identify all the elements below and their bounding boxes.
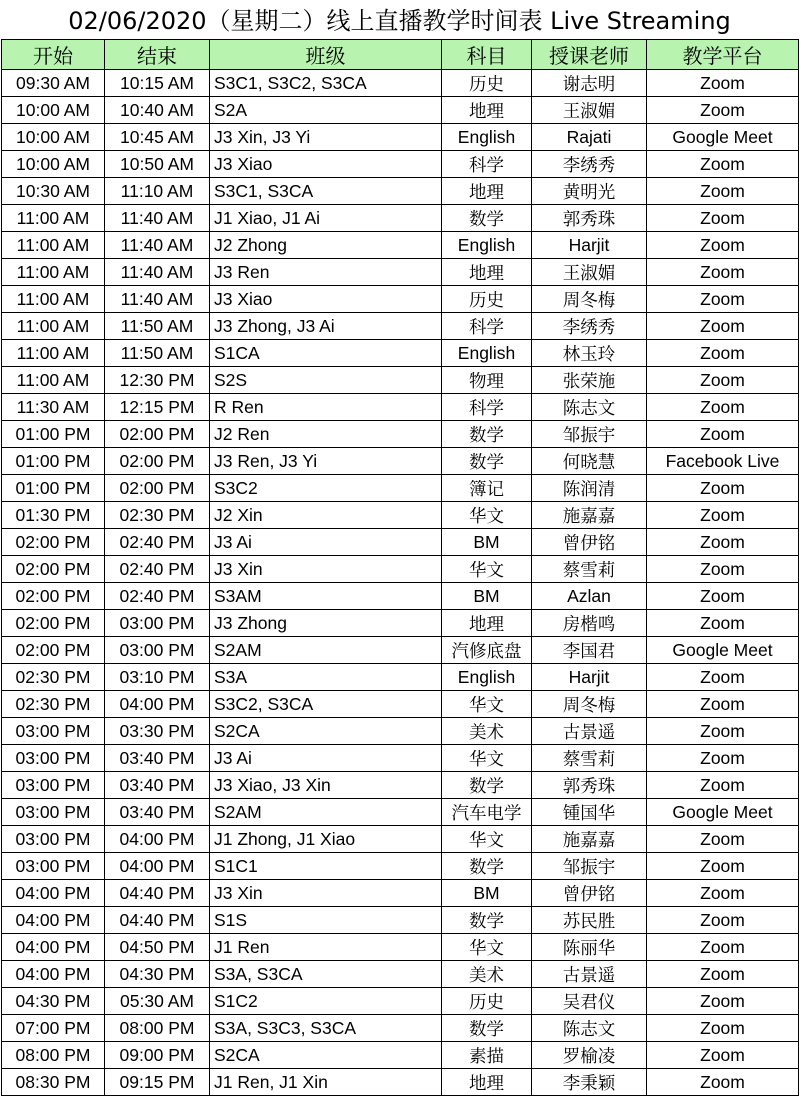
cell-subject: 华文: [442, 502, 532, 529]
cell-start-time: 04:30 PM: [2, 988, 105, 1015]
cell-end-time: 03:00 PM: [105, 637, 210, 664]
table-row: [2, 961, 799, 988]
cell-start-time: 02:00 PM: [2, 637, 105, 664]
header-class: 班级: [210, 40, 442, 70]
cell-end-time: 10:15 AM: [105, 70, 210, 97]
cell-teacher: 罗榆凌: [532, 1042, 647, 1069]
cell-start-time: 02:00 PM: [2, 610, 105, 637]
cell-teacher: 邹振宇: [532, 853, 647, 880]
cell-class: S2CA: [210, 1042, 442, 1069]
cell-teacher: 陈润清: [532, 475, 647, 502]
cell-class: S3C2: [210, 475, 442, 502]
cell-class: S2AM: [210, 799, 442, 826]
cell-platform: Zoom: [647, 583, 799, 610]
cell-subject: 历史: [442, 70, 532, 97]
cell-platform: Zoom: [647, 907, 799, 934]
cell-end-time: 05:30 AM: [105, 988, 210, 1015]
cell-class: J3 Xiao: [210, 151, 442, 178]
table-row: [2, 1069, 799, 1096]
cell-platform: Zoom: [647, 718, 799, 745]
cell-end-time: 12:15 PM: [105, 394, 210, 421]
header-platform: 教学平台: [647, 40, 799, 70]
cell-teacher: Harjit: [532, 664, 647, 691]
cell-end-time: 11:10 AM: [105, 178, 210, 205]
cell-end-time: 08:00 PM: [105, 1015, 210, 1042]
cell-teacher: 郭秀珠: [532, 772, 647, 799]
cell-platform: Zoom: [647, 70, 799, 97]
cell-class: J1 Ren, J1 Xin: [210, 1069, 442, 1096]
cell-subject: English: [442, 340, 532, 367]
cell-class: J2 Ren: [210, 421, 442, 448]
cell-subject: 历史: [442, 286, 532, 313]
cell-start-time: 11:00 AM: [2, 313, 105, 340]
cell-platform: Zoom: [647, 1042, 799, 1069]
cell-end-time: 03:10 PM: [105, 664, 210, 691]
cell-teacher: 蔡雪莉: [532, 556, 647, 583]
cell-start-time: 11:00 AM: [2, 232, 105, 259]
cell-teacher: 何晓慧: [532, 448, 647, 475]
cell-platform: Zoom: [647, 178, 799, 205]
cell-platform: Zoom: [647, 421, 799, 448]
cell-teacher: 吴君仪: [532, 988, 647, 1015]
cell-class: J3 Xin, J3 Yi: [210, 124, 442, 151]
cell-subject: 华文: [442, 934, 532, 961]
cell-start-time: 04:00 PM: [2, 907, 105, 934]
table-row: [2, 205, 799, 232]
cell-end-time: 10:45 AM: [105, 124, 210, 151]
table-row: [2, 718, 799, 745]
cell-class: S2A: [210, 97, 442, 124]
cell-class: S2S: [210, 367, 442, 394]
cell-start-time: 04:00 PM: [2, 961, 105, 988]
cell-subject: 地理: [442, 259, 532, 286]
cell-class: S3A: [210, 664, 442, 691]
cell-platform: Zoom: [647, 556, 799, 583]
cell-platform: Zoom: [647, 232, 799, 259]
cell-class: J3 Ren: [210, 259, 442, 286]
cell-subject: English: [442, 232, 532, 259]
cell-platform: Google Meet: [647, 124, 799, 151]
header-teacher: 授课老师: [532, 40, 647, 70]
cell-end-time: 11:40 AM: [105, 259, 210, 286]
cell-start-time: 08:00 PM: [2, 1042, 105, 1069]
cell-end-time: 03:30 PM: [105, 718, 210, 745]
cell-start-time: 04:00 PM: [2, 880, 105, 907]
table-row: [2, 259, 799, 286]
cell-platform: Zoom: [647, 934, 799, 961]
cell-end-time: 02:40 PM: [105, 529, 210, 556]
cell-platform: Zoom: [647, 529, 799, 556]
cell-end-time: 04:40 PM: [105, 907, 210, 934]
cell-teacher: 苏民胜: [532, 907, 647, 934]
cell-end-time: 02:00 PM: [105, 448, 210, 475]
cell-end-time: 11:40 AM: [105, 205, 210, 232]
table-row: [2, 799, 799, 826]
cell-end-time: 04:00 PM: [105, 826, 210, 853]
table-row: [2, 475, 799, 502]
table-row: [2, 1042, 799, 1069]
cell-teacher: 李国君: [532, 637, 647, 664]
page-title: 02/06/2020（星期二）线上直播教学时间表 Live Streaming: [68, 7, 731, 35]
cell-class: J3 Xin: [210, 556, 442, 583]
cell-subject: 汽修底盘: [442, 637, 532, 664]
cell-subject: 汽车电学: [442, 799, 532, 826]
table-row: [2, 610, 799, 637]
cell-subject: 数学: [442, 205, 532, 232]
table-row: [2, 232, 799, 259]
cell-teacher: 曾伊铭: [532, 880, 647, 907]
cell-teacher: 曾伊铭: [532, 529, 647, 556]
header-start: 开始: [2, 40, 105, 70]
cell-platform: Zoom: [647, 691, 799, 718]
cell-class: J3 Xiao: [210, 286, 442, 313]
cell-start-time: 11:00 AM: [2, 340, 105, 367]
cell-start-time: 02:30 PM: [2, 691, 105, 718]
header-end: 结束: [105, 40, 210, 70]
table-row: [2, 664, 799, 691]
table-header-row: [2, 40, 799, 70]
cell-platform: Zoom: [647, 772, 799, 799]
cell-subject: 地理: [442, 1069, 532, 1096]
cell-subject: 地理: [442, 610, 532, 637]
cell-end-time: 11:40 AM: [105, 286, 210, 313]
cell-platform: Zoom: [647, 610, 799, 637]
table-row: [2, 745, 799, 772]
cell-platform: Zoom: [647, 313, 799, 340]
cell-subject: 数学: [442, 1015, 532, 1042]
table-row: [2, 394, 799, 421]
cell-class: S3A, S3CA: [210, 961, 442, 988]
cell-start-time: 02:30 PM: [2, 664, 105, 691]
cell-end-time: 03:40 PM: [105, 745, 210, 772]
cell-start-time: 08:30 PM: [2, 1069, 105, 1096]
table-row: [2, 691, 799, 718]
table-row: [2, 151, 799, 178]
table-row: [2, 853, 799, 880]
cell-subject: 簿记: [442, 475, 532, 502]
cell-platform: Zoom: [647, 205, 799, 232]
cell-platform: Zoom: [647, 475, 799, 502]
cell-subject: 华文: [442, 691, 532, 718]
cell-start-time: 07:00 PM: [2, 1015, 105, 1042]
cell-class: S3C2, S3CA: [210, 691, 442, 718]
cell-teacher: 陈志文: [532, 394, 647, 421]
cell-start-time: 11:30 AM: [2, 394, 105, 421]
cell-class: J3 Zhong: [210, 610, 442, 637]
cell-platform: Zoom: [647, 259, 799, 286]
cell-end-time: 02:00 PM: [105, 475, 210, 502]
cell-teacher: 林玉玲: [532, 340, 647, 367]
cell-end-time: 02:40 PM: [105, 556, 210, 583]
cell-start-time: 01:00 PM: [2, 475, 105, 502]
cell-end-time: 11:50 AM: [105, 340, 210, 367]
table-row: [2, 178, 799, 205]
table-row: [2, 772, 799, 799]
cell-class: J3 Ren, J3 Yi: [210, 448, 442, 475]
cell-teacher: 周冬梅: [532, 691, 647, 718]
cell-platform: Google Meet: [647, 799, 799, 826]
table-row: [2, 313, 799, 340]
cell-start-time: 02:00 PM: [2, 556, 105, 583]
table-row: [2, 421, 799, 448]
cell-end-time: 02:30 PM: [105, 502, 210, 529]
cell-teacher: 陈丽华: [532, 934, 647, 961]
cell-teacher: 李秉颖: [532, 1069, 647, 1096]
table-row: [2, 529, 799, 556]
schedule-table: [1, 39, 799, 1096]
table-row: [2, 97, 799, 124]
cell-class: S3AM: [210, 583, 442, 610]
cell-teacher: 施嘉嘉: [532, 502, 647, 529]
cell-subject: 地理: [442, 178, 532, 205]
cell-subject: 数学: [442, 421, 532, 448]
cell-class: J1 Ren: [210, 934, 442, 961]
cell-platform: Zoom: [647, 853, 799, 880]
cell-subject: 数学: [442, 853, 532, 880]
cell-start-time: 03:00 PM: [2, 799, 105, 826]
table-row: [2, 988, 799, 1015]
cell-start-time: 10:00 AM: [2, 151, 105, 178]
cell-subject: 素描: [442, 1042, 532, 1069]
cell-platform: Zoom: [647, 394, 799, 421]
cell-subject: 物理: [442, 367, 532, 394]
cell-subject: 美术: [442, 718, 532, 745]
cell-start-time: 11:00 AM: [2, 286, 105, 313]
cell-teacher: Azlan: [532, 583, 647, 610]
cell-teacher: 施嘉嘉: [532, 826, 647, 853]
cell-teacher: 蔡雪莉: [532, 745, 647, 772]
cell-start-time: 10:00 AM: [2, 97, 105, 124]
cell-start-time: 11:00 AM: [2, 259, 105, 286]
cell-subject: BM: [442, 880, 532, 907]
cell-class: S3A, S3C3, S3CA: [210, 1015, 442, 1042]
cell-platform: Zoom: [647, 97, 799, 124]
cell-platform: Zoom: [647, 1069, 799, 1096]
cell-teacher: Rajati: [532, 124, 647, 151]
cell-start-time: 10:00 AM: [2, 124, 105, 151]
cell-end-time: 03:40 PM: [105, 772, 210, 799]
cell-subject: 历史: [442, 988, 532, 1015]
cell-teacher: 锺国华: [532, 799, 647, 826]
cell-start-time: 04:00 PM: [2, 934, 105, 961]
cell-subject: 科学: [442, 151, 532, 178]
cell-subject: 科学: [442, 313, 532, 340]
cell-start-time: 03:00 PM: [2, 772, 105, 799]
table-row: [2, 286, 799, 313]
cell-class: S3C1, S3CA: [210, 178, 442, 205]
cell-subject: 科学: [442, 394, 532, 421]
cell-class: J3 Ai: [210, 529, 442, 556]
cell-teacher: 邹振宇: [532, 421, 647, 448]
cell-class: S1S: [210, 907, 442, 934]
cell-teacher: 李绣秀: [532, 151, 647, 178]
cell-subject: 美术: [442, 961, 532, 988]
cell-subject: 数学: [442, 907, 532, 934]
cell-subject: BM: [442, 529, 532, 556]
table-row: [2, 448, 799, 475]
cell-end-time: 10:40 AM: [105, 97, 210, 124]
cell-end-time: 11:50 AM: [105, 313, 210, 340]
cell-class: J2 Zhong: [210, 232, 442, 259]
cell-class: S2AM: [210, 637, 442, 664]
cell-platform: Zoom: [647, 151, 799, 178]
cell-class: J3 Zhong, J3 Ai: [210, 313, 442, 340]
cell-teacher: 郭秀珠: [532, 205, 647, 232]
cell-start-time: 03:00 PM: [2, 745, 105, 772]
cell-class: J1 Xiao, J1 Ai: [210, 205, 442, 232]
table-row: [2, 637, 799, 664]
cell-subject: English: [442, 124, 532, 151]
cell-platform: Zoom: [647, 745, 799, 772]
cell-end-time: 11:40 AM: [105, 232, 210, 259]
cell-end-time: 10:50 AM: [105, 151, 210, 178]
cell-subject: 数学: [442, 772, 532, 799]
table-row: [2, 340, 799, 367]
cell-teacher: 张荣施: [532, 367, 647, 394]
cell-platform: Zoom: [647, 664, 799, 691]
cell-end-time: 03:40 PM: [105, 799, 210, 826]
cell-subject: 华文: [442, 826, 532, 853]
cell-platform: Zoom: [647, 286, 799, 313]
cell-start-time: 11:00 AM: [2, 367, 105, 394]
cell-class: S1C1: [210, 853, 442, 880]
cell-platform: Zoom: [647, 367, 799, 394]
cell-teacher: 房楷鸣: [532, 610, 647, 637]
cell-class: J2 Xin: [210, 502, 442, 529]
cell-teacher: 古景遥: [532, 961, 647, 988]
cell-start-time: 11:00 AM: [2, 205, 105, 232]
table-row: [2, 826, 799, 853]
cell-end-time: 04:00 PM: [105, 691, 210, 718]
table-row: [2, 70, 799, 97]
cell-teacher: 周冬梅: [532, 286, 647, 313]
cell-teacher: 古景遥: [532, 718, 647, 745]
cell-subject: 华文: [442, 556, 532, 583]
cell-platform: Facebook Live: [647, 448, 799, 475]
cell-end-time: 04:50 PM: [105, 934, 210, 961]
cell-end-time: 09:00 PM: [105, 1042, 210, 1069]
cell-start-time: 09:30 AM: [2, 70, 105, 97]
cell-platform: Zoom: [647, 502, 799, 529]
cell-teacher: 陈志文: [532, 1015, 647, 1042]
cell-teacher: 王淑媚: [532, 259, 647, 286]
table-row: [2, 502, 799, 529]
table-row: [2, 934, 799, 961]
cell-teacher: Harjit: [532, 232, 647, 259]
table-row: [2, 124, 799, 151]
cell-class: S3C1, S3C2, S3CA: [210, 70, 442, 97]
cell-class: J3 Ai: [210, 745, 442, 772]
cell-subject: 华文: [442, 745, 532, 772]
cell-start-time: 03:00 PM: [2, 718, 105, 745]
cell-teacher: 李绣秀: [532, 313, 647, 340]
cell-end-time: 02:40 PM: [105, 583, 210, 610]
table-row: [2, 556, 799, 583]
table-row: [2, 907, 799, 934]
header-subject: 科目: [442, 40, 532, 70]
table-row: [2, 367, 799, 394]
cell-teacher: 王淑媚: [532, 97, 647, 124]
cell-start-time: 03:00 PM: [2, 853, 105, 880]
cell-platform: Zoom: [647, 340, 799, 367]
cell-start-time: 01:30 PM: [2, 502, 105, 529]
cell-class: S1CA: [210, 340, 442, 367]
cell-subject: English: [442, 664, 532, 691]
cell-platform: Zoom: [647, 1015, 799, 1042]
cell-end-time: 04:30 PM: [105, 961, 210, 988]
cell-end-time: 04:40 PM: [105, 880, 210, 907]
cell-class: J3 Xiao, J3 Xin: [210, 772, 442, 799]
cell-platform: Google Meet: [647, 637, 799, 664]
cell-platform: Zoom: [647, 826, 799, 853]
cell-class: R Ren: [210, 394, 442, 421]
table-row: [2, 583, 799, 610]
cell-platform: Zoom: [647, 961, 799, 988]
cell-teacher: 黄明光: [532, 178, 647, 205]
cell-class: S2CA: [210, 718, 442, 745]
cell-subject: BM: [442, 583, 532, 610]
cell-platform: Zoom: [647, 880, 799, 907]
cell-start-time: 02:00 PM: [2, 583, 105, 610]
table-row: [2, 880, 799, 907]
schedule-rows: [2, 70, 799, 1096]
cell-start-time: 03:00 PM: [2, 826, 105, 853]
table-row: [2, 1015, 799, 1042]
cell-end-time: 04:00 PM: [105, 853, 210, 880]
cell-class: S1C2: [210, 988, 442, 1015]
cell-subject: 地理: [442, 97, 532, 124]
cell-end-time: 12:30 PM: [105, 367, 210, 394]
cell-start-time: 10:30 AM: [2, 178, 105, 205]
cell-end-time: 09:15 PM: [105, 1069, 210, 1096]
cell-class: J1 Zhong, J1 Xiao: [210, 826, 442, 853]
cell-end-time: 02:00 PM: [105, 421, 210, 448]
cell-platform: Zoom: [647, 988, 799, 1015]
cell-subject: 数学: [442, 448, 532, 475]
cell-start-time: 02:00 PM: [2, 529, 105, 556]
cell-start-time: 01:00 PM: [2, 421, 105, 448]
cell-end-time: 03:00 PM: [105, 610, 210, 637]
cell-class: J3 Xin: [210, 880, 442, 907]
cell-start-time: 01:00 PM: [2, 448, 105, 475]
cell-teacher: 谢志明: [532, 70, 647, 97]
